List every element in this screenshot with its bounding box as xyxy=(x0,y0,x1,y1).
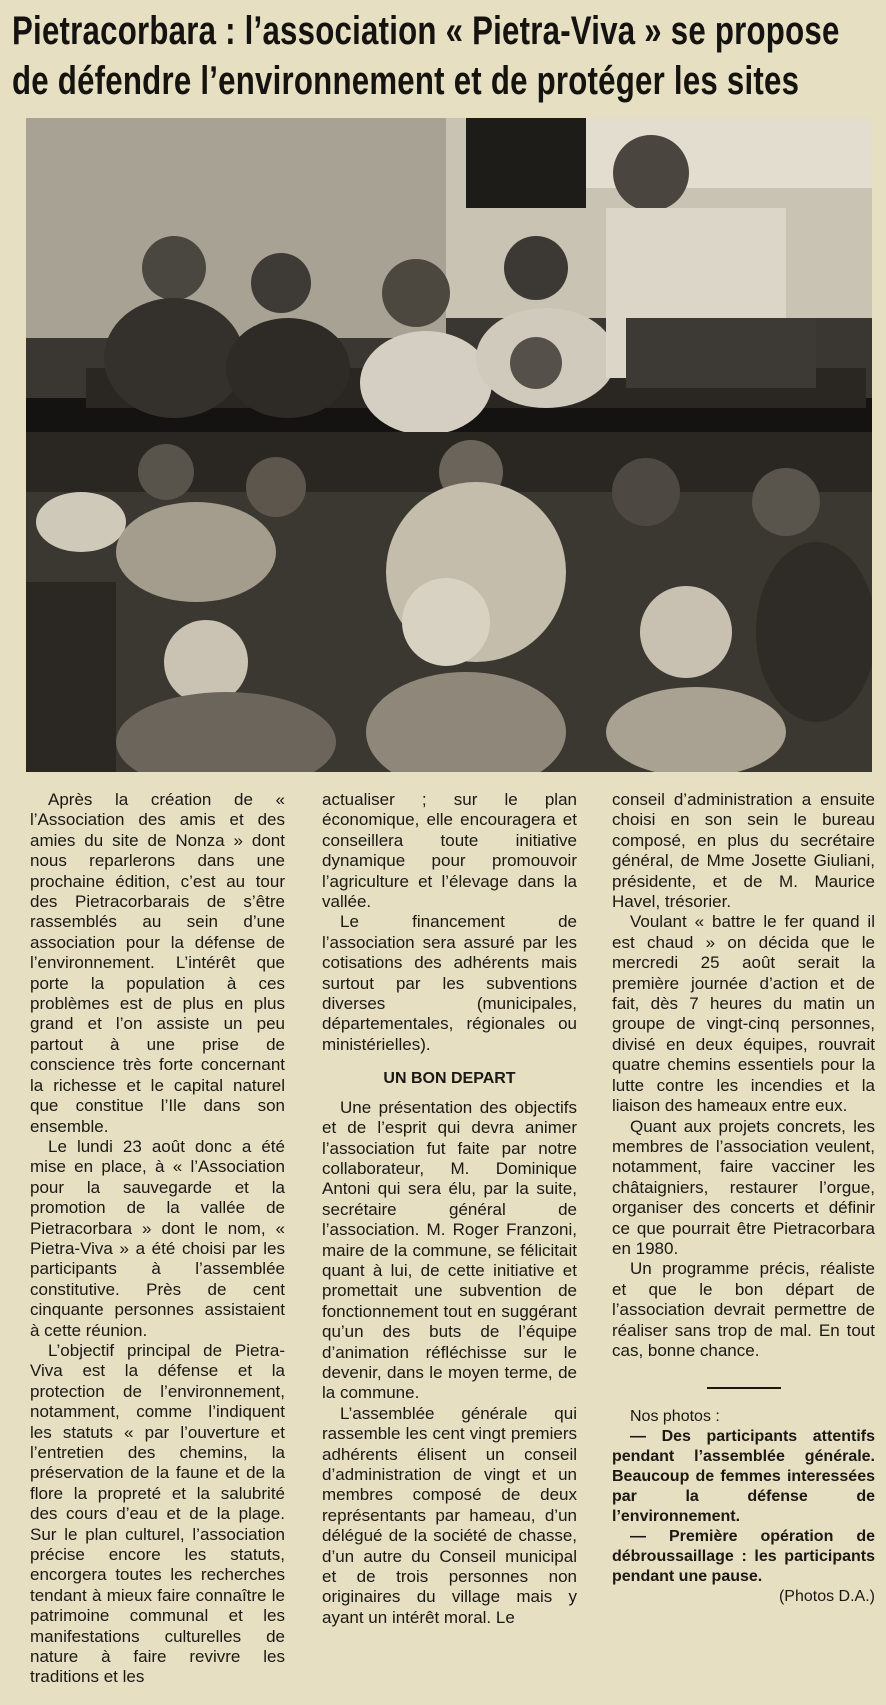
section-subhead: UN BON DEPART xyxy=(383,1070,516,1088)
article-paragraph: Quant aux projets concrets, les membres de l’association veulent, notamment, faire vacciner les châtaigniers, restaurer l’orgue, organiser des concerts et définir ce que pourrait être Pietracorbara en 1980. xyxy=(612,1116,875,1258)
article-paragraph: conseil d’administration a ensuite choisi en son sein le bureau composé, en plus du secrétaire général, de Mme Josette Giuliani, présidente, et de M. Maurice Havel, trésorier. xyxy=(612,790,875,912)
article-paragraph: L’objectif principal de Pietra-Viva est la défense et la protection de l’environnement, notamment, comme l’indiquent les statuts « par l’ouverture et l’entretien des chemins, la préservation de la faune et de la flore la propreté et la salubrité des cours d’eau et de la plage. Sur le plan culturel, l’association précise encore les statuts, encorgera toutes les recherches tendant à mieux faire connaître le patrimoine communal et les manifestations culturelles de nature à faire revivre les traditions et les xyxy=(30,1340,285,1687)
article-column-3 xyxy=(612,790,875,1607)
audience-photo-image xyxy=(26,432,872,772)
article-paragraph: Une présentation des objectifs et de l’esprit qui devra animer l’association fut faite par notre collaborateur, M. Dominique Antoni qui sera élu, par la suite, secrétaire général de l’association. M. Roger Franzoni, maire de la commune, se félicitait quant à lui, de cette initiative et promettait une subvention de fonctionnement tout en suggérant qu’un des buts de l’équipe d’animation réfléchisse sur le devenir, dans le moyen terme, de la commune. xyxy=(322,1097,577,1403)
meeting-table-photo-image xyxy=(26,118,872,434)
article-paragraph: Après la création de « l’Association des amis et des amies du site de Nonza » dont nous reparlerons dans une prochaine édition, c’est au tour des Pietracorbarais de s’être rassemblés au sein d’une association pour la défense de l’environnement. L’intérêt que porte la population à ces problèmes est de plus en plus grand et l’on assiste un peu partout à une prise de conscience très forte concernant la richesse et le capital naturel que constitue l’Ile dans son ensemble. xyxy=(30,790,285,1136)
headline-line-2: de défendre l’environnement et de protéger les sites xyxy=(12,59,800,103)
audience-photo xyxy=(26,432,872,772)
meeting-table-photo xyxy=(26,118,872,434)
caption-item-2: — Première opération de débroussaillage : les participants pendant une pause. xyxy=(612,1528,875,1586)
headline xyxy=(12,6,870,106)
divider-rule xyxy=(707,1387,781,1389)
article-paragraph: Voulant « battre le fer quand il est chaud » on décida que le mercredi 25 août serait la première journée d’action et de fait, dès 7 heures du matin un groupe de vingt-cinq personnes, divisé en deux équipes, rouvrait quatre chemins essentiels pour la lutte contre les incendies et la liaison des hameaux entre eux. xyxy=(612,912,875,1116)
article-paragraph: Le financement de l’association sera assuré par les cotisations des adhérents mais surtout par les subventions diverses (municipales, départementales, régionales ou ministérielles). xyxy=(322,912,577,1054)
article-paragraph: Le lundi 23 août donc a été mise en place, à « l’Association pour la sauvegarde et la promotion de la vallée de Pietracorbara » dont le nom, « Pietra-Viva » a été choisi par les participants à l’assemblée constitutive. Près de cent cinquante personnes assistaient à cette réunion. xyxy=(30,1136,285,1340)
caption-item-1: — Des participants attentifs pendant l’assemblée générale. Beaucoup de femmes interessées par la défense de l’environnement. xyxy=(612,1428,875,1526)
photo-caption xyxy=(612,1407,875,1607)
article-paragraph: L’assemblée générale qui rassemble les cent vingt premiers adhérents élisent un conseil d’administration de vingt et un membres composé de deux représentants par hameau, d’un délégué de la société de chasse, d’un autre du Conseil municipal et de trois personnes non originaires du village mais y ayant un intérêt moral. Le xyxy=(322,1403,577,1627)
article-column-1 xyxy=(30,790,285,1688)
article-column-2 xyxy=(322,790,577,1628)
article-paragraph: Un programme précis, réaliste et que le bon départ de l’association devrait permettre de réaliser sans trop de mal. En tout cas, bonne chance. xyxy=(612,1259,875,1360)
headline-line-1: Pietracorbara : l’association « Pietra-Viva » se propose xyxy=(12,9,840,53)
caption-intro: Nos photos : xyxy=(630,1408,720,1426)
photo-credit: (Photos D.A.) xyxy=(778,1588,875,1606)
article-paragraph: actualiser ; sur le plan économique, elle encouragera et conseillera toute initiative dynamique pour promouvoir l’agriculture et l’élevage dans la vallée. xyxy=(322,790,577,912)
